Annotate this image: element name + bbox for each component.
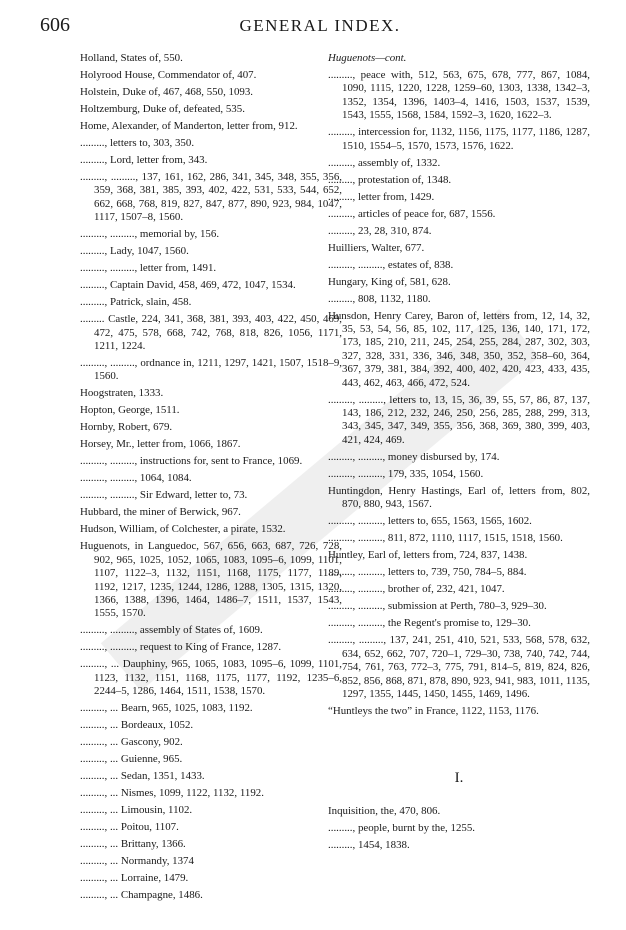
right-entries [328, 69, 590, 718]
running-title: GENERAL INDEX. [239, 16, 401, 35]
index-entry: ........., people, burnt by the, 1255. [328, 822, 476, 835]
left-index-column [80, 52, 342, 906]
index-entry: ........., Lady, 1047, 1560. [80, 245, 189, 258]
index-entry: ......... Castle, 224, 341, 368, 381, 393, 403, 422, 450, 469, 472, 475, 578, 668, 742, 768, 818, 826, 1056, 1171, 1211, 1224. [80, 313, 342, 353]
index-entry: Inquisition, the, 470, 806. [328, 805, 441, 818]
index-entry: ........., ........., letters to, 13, 15, 36, 39, 55, 57, 86, 87, 137, 143, 186, 212, 232, 246, 250, 256, 285, 288, 299, 313, 343, 345, 347, 349, 355, 356, 368, 369, 380, 399, 403, 421, 424, 469. [328, 393, 590, 446]
index-entry: ........., protestation of, 1348. [328, 173, 452, 186]
index-entry: ........., ........., 137, 241, 251, 410, 521, 533, 568, 578, 632, 634, 652, 662, 707, 720–1, 729–30, 738, 740, 742, 744, 754, 761, 763, 772–3, 775, 791, 814–5, 819, 824, 826, 852, 856, 868, 871, 878, 890, 923, 941, 983, 1011, 1135, 1297, 1355, 1445, 1450, 1455, 1469, 1496. [328, 634, 590, 700]
index-entry: ........., Lord, letter from, 343. [80, 154, 208, 166]
index-entry: ........., ........., memorial by, 156. [80, 228, 220, 241]
index-entry: ........., ........., letters to, 739, 750, 784–5, 884. [328, 566, 527, 579]
index-entry: ........., ........., 811, 872, 1110, 1117, 1515, 1518, 1560. [328, 532, 563, 545]
index-entry: ........., ........., the Regent's promise to, 129–30. [328, 617, 531, 630]
index-entry: ........., ........., letter from, 1491. [80, 262, 217, 275]
index-entry: Horsey, Mr., letter from, 1066, 1867. [80, 438, 241, 451]
index-entry: ........., 23, 28, 310, 874. [328, 224, 432, 237]
index-entry: ........., ... Bearn, 965, 1025, 1083, 1192. [80, 702, 253, 715]
section-i-entries [328, 805, 590, 852]
right-index-column [328, 52, 590, 856]
index-entry: ........., ........., 179, 335, 1054, 1560. [328, 467, 484, 480]
index-entry: ........., Captain David, 458, 469, 472, 1047, 1534. [80, 279, 296, 292]
index-entry: Huntingdon, Henry Hastings, Earl of, letters from, 802, 870, 880, 943, 1567. [328, 484, 590, 511]
index-entry: Hudson, William, of Colchester, a pirate, 1532. [80, 523, 286, 536]
index-entry: Huntley, Earl of, letters from, 724, 837, 1438. [328, 549, 528, 562]
index-entry: ........., ... Dauphiny, 965, 1065, 1083, 1095–6, 1099, 1101, 1123, 1132, 1151, 1168, 1175, 1177, 1192, 1235–6, 2244–5, 1286, 1464, 1511, 1538, 1570. [80, 658, 342, 698]
continuation-heading: Huguenots—cont. [328, 52, 407, 64]
index-entry: ........., ... Limousin, 1102. [80, 804, 193, 817]
index-entry: ........., ... Brittany, 1366. [80, 838, 186, 851]
index-entry: Huguenots, in Languedoc, 567, 656, 663, 687, 726, 728, 902, 965, 1025, 1052, 1065, 1083, 1095–6, 1099, 1101, 1107, 1122–3, 1132, 1151, 1168, 1175, 1177, 1189, 1192, 1217, 1235, 1244, 1286, 1288, 1305, 1315, 1320, 1366, 1388, 1396, 1464, 1486–7, 1511, 1537, 1543, 1555, 1570. [80, 540, 342, 620]
index-entry: Home, Alexander, of Manderton, letter from, 912. [80, 120, 298, 132]
index-entry: ........., articles of peace for, 687, 1556. [328, 207, 496, 220]
index-entry: ........., assembly of, 1332. [328, 156, 441, 169]
index-entry: ........., ... Poitou, 1107. [80, 821, 179, 834]
index-entry: ........., ... Sedan, 1351, 1433. [80, 770, 205, 783]
index-entry: ........., ........., 1064, 1084. [80, 472, 192, 485]
index-entry: ........., letters to, 303, 350. [80, 137, 195, 149]
index-entry: ........., ........., money disbursed by, 174. [328, 450, 500, 463]
index-entry: ........., ........., estates of, 838. [328, 258, 454, 271]
index-entry: Hopton, George, 1511. [80, 404, 180, 417]
index-entry: ........., ........., submission at Perth, 780–3, 929–30. [328, 600, 547, 613]
index-entry: Holtzemburg, Duke of, defeated, 535. [80, 103, 245, 115]
index-entry: ........., ... Guienne, 965. [80, 753, 183, 766]
index-entry: ........., ........., instructions for, sent to France, 1069. [80, 455, 303, 468]
index-entry: ........., ........., assembly of States of, 1609. [80, 624, 263, 637]
index-entry: ........., ... Nismes, 1099, 1122, 1132, 1192. [80, 787, 264, 800]
index-entry: ........., letter from, 1429. [328, 190, 435, 203]
index-entry: Hunsdon, Henry Carey, Baron of, letters from, 12, 14, 32, 35, 53, 54, 56, 85, 102, 117, 125, 136, 140, 171, 172, 173, 185, 210, 211, 245, 254, 255, 284, 287, 302, 303, 327, 328, 331, 336, 346, 348, 350, 352, 358–60, 364, 367, 379, 381, 384, 392, 400, 402, 420, 423, 433, 435, 443, 462, 463, 466, 472, 524. [328, 309, 590, 389]
index-entry: ........., 808, 1132, 1180. [328, 292, 431, 305]
index-entry: ........., ... Normandy, 1374 [80, 855, 194, 868]
index-entry: Hungary, King of, 581, 628. [328, 275, 451, 288]
index-entry: ........., ........., brother of, 232, 421, 1047. [328, 583, 505, 596]
index-entry: ........., ... Champagne, 1486. [80, 889, 203, 902]
index-entry: Hoogstraten, 1333. [80, 387, 164, 400]
index-entry: Holland, States of, 550. [80, 52, 183, 64]
index-entry: ........., ... Gascony, 902. [80, 736, 183, 749]
page-header [40, 12, 600, 42]
page-number: 606 [40, 14, 70, 36]
index-entry: Huilliers, Walter, 677. [328, 241, 425, 254]
index-entry: ........., ........., Sir Edward, letter to, 73. [80, 489, 248, 502]
section-letter-i: I. [454, 770, 464, 787]
index-entry: ........., ........., ordnance in, 1211, 1297, 1421, 1507, 1518–9, 1560. [80, 357, 342, 383]
index-entry: “Huntleys the two” in France, 1122, 1153, 1176. [328, 704, 539, 717]
index-entry: ........., ... Bordeaux, 1052. [80, 719, 194, 732]
index-entry: Holyrood House, Commendator of, 407. [80, 69, 257, 81]
index-entry: ........., ........., letters to, 655, 1563, 1565, 1602. [328, 515, 532, 528]
index-entry: Holstein, Duke of, 467, 468, 550, 1093. [80, 86, 254, 98]
index-entry: ........., ........., request to King of France, 1287. [80, 641, 282, 654]
index-entry: ........., peace with, 512, 563, 675, 678, 777, 867, 1084, 1090, 1115, 1220, 1228, 1259–60, 1303, 1338, 1342–3, 1352, 1354, 1396, 1403–4, 1416, 1503, 1537, 1539, 1543, 1555, 1568, 1584, 1592–3, 1620, 1622–3. [328, 69, 590, 122]
index-entry: ........., ... Lorraine, 1479. [80, 872, 189, 885]
index-entry: ........., ........., 137, 161, 162, 286, 341, 345, 348, 355, 356, 359, 368, 381, 385, 393, 402, 422, 531, 533, 544, 652, 662, 668, 768, 819, 827, 847, 877, 890, 923, 984, 1047, 1117, 1507–8, 1560. [80, 171, 342, 224]
index-entry: ........., intercession for, 1132, 1156, 1175, 1177, 1186, 1287, 1510, 1554–5, 1570, 1573, 1576, 1622. [328, 126, 590, 152]
index-entry: ........., Patrick, slain, 458. [80, 296, 192, 309]
index-entry: Hubbard, the miner of Berwick, 967. [80, 506, 241, 519]
index-entry: ........., 1454, 1838. [328, 839, 410, 852]
index-entry: Hornby, Robert, 679. [80, 421, 173, 434]
